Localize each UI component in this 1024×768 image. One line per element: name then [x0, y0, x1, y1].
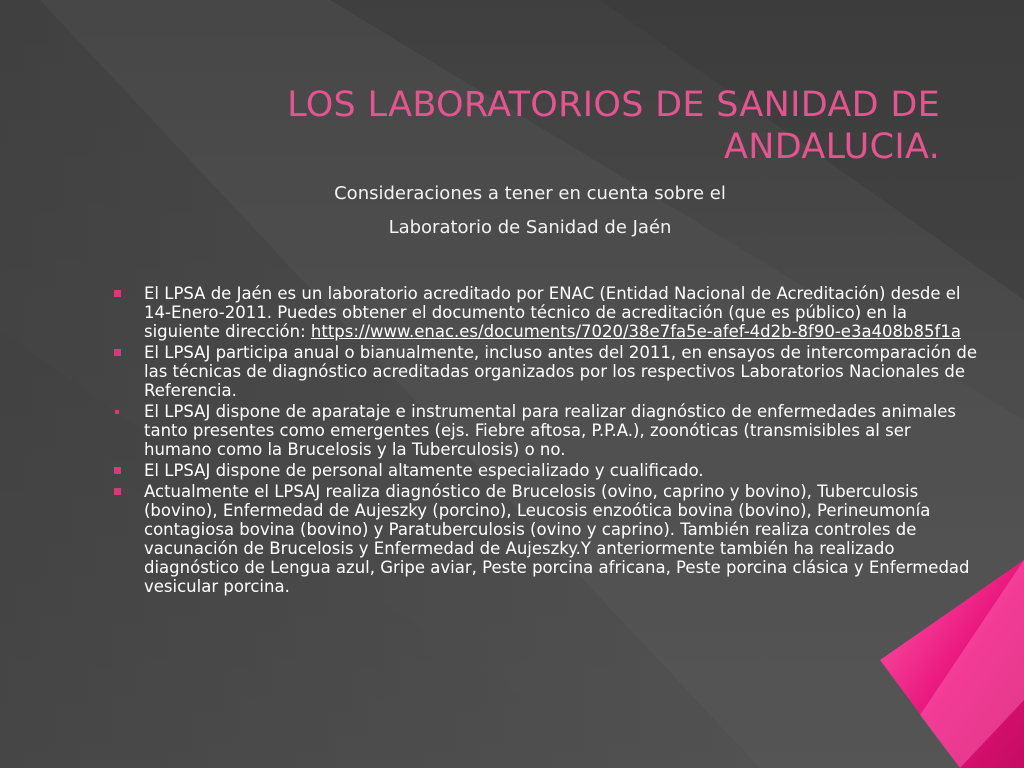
bullet-text: Actualmente el LPSAJ realiza diagnóstico de Brucelosis (ovino, caprino y bovino), Tuberculosis (bovino), Enfermedad de Aujeszky (porcino), Leucosis enzoótica bovina (bovino), Perineumonía contagiosa bovina (bovino) y Paratuberculosis (ovino y caprino). También realiza controles de vacunación de Brucelosis y Enfermedad de Aujeszky.Y anteriormente también ha realizado diagnóstico de Lengua azul, Gripe aviar, Peste porcina africana, Peste porcina clásica y Enfermedad vesicular porcina. — [144, 482, 970, 596]
slide-title: LOS LABORATORIOS DE SANIDAD DE ANDALUCIA. — [287, 85, 940, 167]
bullet-square-icon — [115, 410, 119, 414]
bullet-square-icon — [114, 467, 121, 474]
bullet-item-personnel — [112, 461, 982, 480]
bullet-text: El LPSAJ participa anual o bianualmente, incluso antes del 2011, en ensayos de intercomparación de las técnicas de diagnóstico acreditadas organizados por los respectivos Laboratorios Nacionales de Referencia. — [144, 343, 978, 400]
bullet-item-diagnostics — [112, 482, 982, 596]
bullet-square-icon — [114, 290, 121, 297]
subtitle-line-1: Consideraciones a tener en cuenta sobre el — [334, 183, 726, 204]
bullet-square-icon — [114, 349, 121, 356]
bullet-item-equipment — [112, 402, 982, 459]
bullet-text: El LPSA de Jaén es un laboratorio acreditado por ENAC (Entidad Nacional de Acreditación) desde el 14-Enero-2011. Puedes obtener el documento técnico de acreditación (que es público) en la siguiente dirección: — [144, 284, 961, 341]
bullet-square-icon — [114, 488, 121, 495]
bullet-item-accreditation — [112, 284, 982, 341]
bullet-text: El LPSAJ dispone de personal altamente especializado y cualificado. — [144, 461, 704, 480]
enac-document-link[interactable]: https://www.enac.es/documents/7020/38e7fa5e-afef-4d2b-8f90-e3a408b85f1a — [310, 322, 961, 341]
bullet-item-intercomparison — [112, 343, 982, 400]
bullet-text: El LPSAJ dispone de aparataje e instrumental para realizar diagnóstico de enfermedades animales tanto presentes como emergentes (ejs. Fiebre aftosa, P.P.A.), zoonóticas (transmisibles al ser humano como la Brucelosis y la Tuberculosis) o no. — [144, 402, 957, 459]
bullet-list — [112, 284, 982, 598]
subtitle-line-2: Laboratorio de Sanidad de Jaén — [388, 217, 672, 238]
